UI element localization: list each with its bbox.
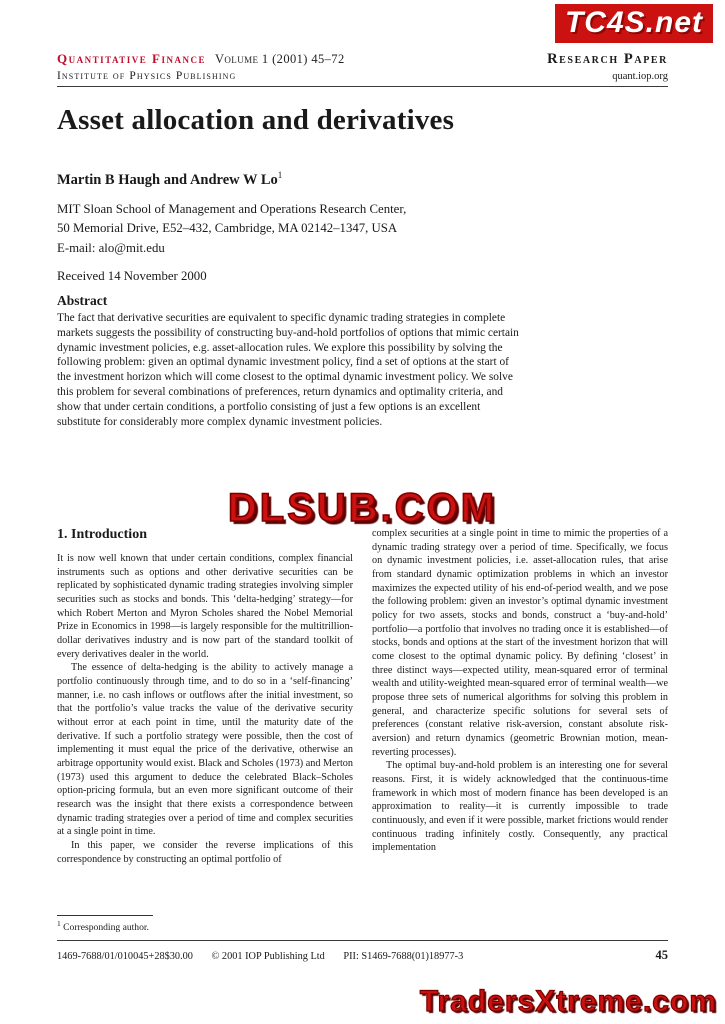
abstract-text: The fact that derivative securities are equivalent to specific dynamic trading strategies in complete markets suggests the possibility of constructing buy-and-hold portfolios of options that mimic certain dynamic investment policies, e.g. asset-allocation rules. We explore this possibility by solving the following problem: given an optimal dynamic investment policy, find a set of options at the start of the investment horizon which will come closest to the optimal dynamic investment policy. We solve this problem for several combinations of preferences, return dynamics and optimality criteria, and show that under certain conditions, a portfolio consisting of just a few options is an excellent substitute for considerably more complex dynamic investment policies. bbox=[57, 312, 519, 428]
publisher-name: Institute of Physics Publishing bbox=[57, 70, 237, 82]
footnote-marker: 1 bbox=[57, 918, 61, 928]
authors-line bbox=[57, 170, 282, 189]
paragraph-right-2: The optimal buy-and-hold problem is an interesting one for several reasons. First, it is widely acknowledged that the continuous-time framework in which most of modern finance has been developed is an approximation to reality—it is currently impossible to trade continuously, and even if it were possible, market frictions would render continuous trading infinitely costly. Consequently, any practical implementation bbox=[372, 760, 668, 854]
abstract-heading: Abstract bbox=[57, 293, 108, 308]
paragraph-left-1: It is now well known that under certain conditions, complex financial instruments such as options and other derivative securities can be replicated by sophisticated dynamic trading strategies involving simpler securities such as stocks and bonds. This ‘delta-hedging’ strategy—for which Robert Merton and Myron Scholes shared the Nobel Memorial Prize in Economics in 1998—is largely responsible for the multitrillion-dollar derivatives industry and is now part of the standard toolkit of every derivatives dealer in the world. bbox=[57, 553, 353, 660]
paper-title: Asset allocation and derivatives bbox=[57, 104, 455, 136]
footnote-text: Corresponding author. bbox=[60, 922, 149, 933]
paper-type-label: Research Paper bbox=[547, 51, 668, 67]
masthead-row-2 bbox=[57, 70, 668, 82]
affiliation-line1: MIT Sloan School of Management and Operations Research Center, bbox=[57, 202, 407, 216]
paragraph-right-1: complex securities at a single point in time to mimic the properties of a dynamic trading strategy over a period of time. Specifically, we focus on dynamic investment policies, i.e. asset-allocation rules, that arise from standard dynamic optimization problems in which an investor maximizes the expected utility of his end-of-period wealth, and we pose the following problem: given an investor’s optimal dynamic investment policy for two assets, stocks and bonds, construct a ‘buy-and-hold’ portfolio—a portfolio that involves no trading once it is established—of stocks, bonds and options at the start of the investment horizon that will come closest to the optimal dynamic policy. By defining ‘closest’ in three distinct ways—expected utility, mean-squared error of terminal wealth and utility-weighted mean-squared error of terminal wealth—we propose three sets of numerical algorithms for solving this problem in general, and characterize specific solutions for several sets of preferences (constant relative risk-aversion, constant absolute risk-aversion) and return dynamics (geometric Brownian motion, mean-reverting processes). bbox=[372, 528, 668, 758]
paragraph-left-2: The essence of delta-hedging is the ability to actively manage a portfolio continuously through time, and to do so in a ‘self-financing’ manner, i.e. no cash inflows or outflows after the initial investment, so that the portfolio’s value tracks the value of the derivative security without error at each point in time, until the maturity date of the derivative. If such a portfolio strategy were possible, then the cost of implementing it must equal the price of the derivative, otherwise an arbitrage opportunity would exist. Black and Scholes (1973) and Merton (1973) used this argument to deduce the celebrated Black–Scholes option-pricing formula, but an even more significant outcome of their research was the insight that there exists a correspondence between dynamic trading strategies over a period of time and complex securities at a single point in time. bbox=[57, 662, 353, 838]
journal-volume: Volume 1 (2001) 45–72 bbox=[214, 52, 345, 66]
paragraph-left-3: In this paper, we consider the reverse implications of this correspondence by constructing an optimal portfolio of bbox=[57, 840, 353, 865]
tc4s-watermark-logo: TC4S.net bbox=[555, 4, 713, 43]
authors-names: Martin B Haugh and Andrew W Lo bbox=[57, 171, 278, 188]
page-number: 45 bbox=[655, 948, 668, 962]
body-columns bbox=[57, 527, 668, 933]
affiliation bbox=[57, 200, 406, 237]
pii-code: PII: S1469-7688(01)18977-3 bbox=[343, 951, 464, 962]
authors-footnote-marker: 1 bbox=[277, 170, 283, 180]
journal-name: Quantitative Finance bbox=[57, 51, 206, 66]
affiliation-line2: 50 Memorial Drive, E52–432, Cambridge, MA 02142–1347, USA bbox=[57, 220, 398, 235]
abstract-section bbox=[57, 293, 521, 430]
left-column bbox=[57, 527, 353, 933]
received-date: Received 14 November 2000 bbox=[57, 269, 207, 283]
tradersxtreme-watermark: TradersXtreme.com bbox=[419, 985, 717, 1018]
journal-volume-group bbox=[57, 50, 345, 68]
journal-website: quant.iop.org bbox=[612, 71, 668, 82]
footer-publication-info bbox=[57, 951, 479, 962]
issn-price: 1469-7688/01/010045+28$30.00 bbox=[57, 951, 193, 962]
journal-masthead bbox=[57, 50, 668, 87]
footnote bbox=[57, 912, 353, 933]
copyright-notice: © 2001 IOP Publishing Ltd bbox=[211, 951, 325, 962]
page-footer bbox=[57, 940, 668, 963]
right-column bbox=[372, 527, 668, 933]
dlsub-watermark: DLSUB.COM bbox=[227, 486, 498, 530]
masthead-row-1 bbox=[57, 50, 668, 68]
email-line: E-mail: alo@mit.edu bbox=[57, 241, 165, 255]
footnote-divider bbox=[57, 915, 153, 916]
section-heading-introduction: 1. Introduction bbox=[57, 527, 147, 542]
